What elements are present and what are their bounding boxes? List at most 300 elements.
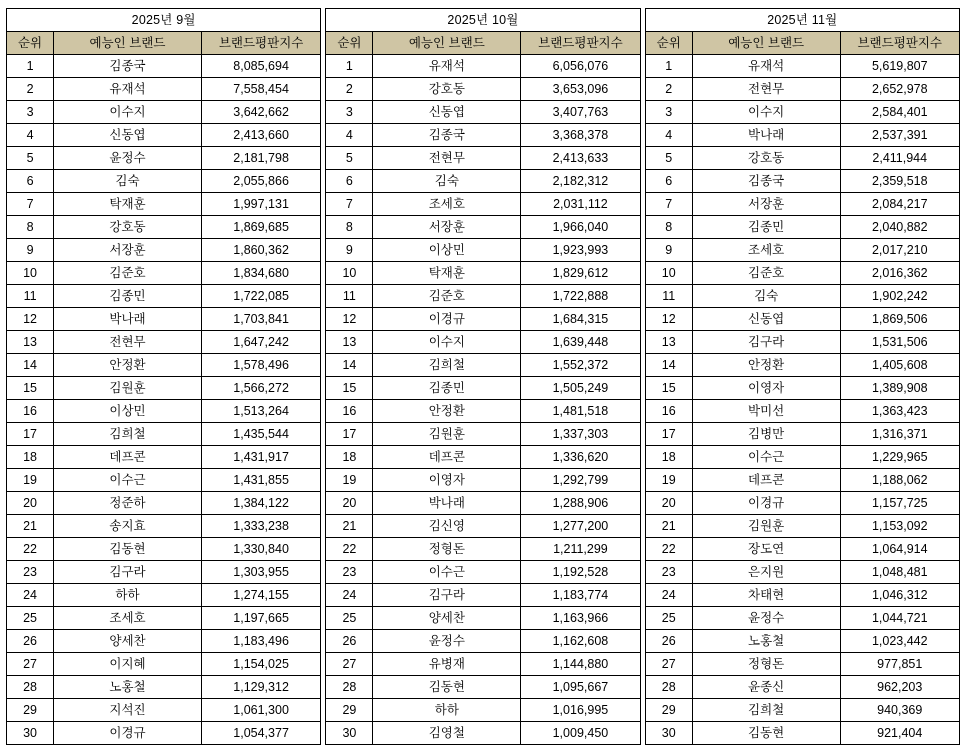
cell-name: 하하 bbox=[373, 699, 521, 722]
cell-rank: 24 bbox=[7, 584, 54, 607]
table-row bbox=[7, 400, 321, 423]
cell-name: 유재석 bbox=[692, 55, 840, 78]
cell-rank: 14 bbox=[326, 354, 373, 377]
cell-value: 1,316,371 bbox=[840, 423, 959, 446]
cell-value: 3,368,378 bbox=[521, 124, 640, 147]
cell-rank: 26 bbox=[645, 630, 692, 653]
table-body bbox=[326, 9, 640, 745]
cell-value: 1,703,841 bbox=[201, 308, 320, 331]
cell-rank: 12 bbox=[7, 308, 54, 331]
table-row bbox=[326, 607, 640, 630]
table-row bbox=[326, 446, 640, 469]
cell-name: 김동현 bbox=[54, 538, 202, 561]
cell-rank: 25 bbox=[7, 607, 54, 630]
cell-rank: 8 bbox=[645, 216, 692, 239]
cell-value: 1,384,122 bbox=[201, 492, 320, 515]
table-row bbox=[7, 78, 321, 101]
cell-name: 김신영 bbox=[373, 515, 521, 538]
cell-value: 1,337,303 bbox=[521, 423, 640, 446]
table-row bbox=[645, 492, 959, 515]
cell-value: 1,095,667 bbox=[521, 676, 640, 699]
cell-rank: 18 bbox=[7, 446, 54, 469]
cell-name: 데프콘 bbox=[54, 446, 202, 469]
cell-value: 1,829,612 bbox=[521, 262, 640, 285]
table-header-row bbox=[7, 32, 321, 55]
cell-rank: 5 bbox=[7, 147, 54, 170]
table-row bbox=[326, 124, 640, 147]
table-row bbox=[326, 630, 640, 653]
column-header-value: 브랜드평판지수 bbox=[521, 32, 640, 55]
cell-value: 2,181,798 bbox=[201, 147, 320, 170]
table-row bbox=[645, 515, 959, 538]
cell-value: 1,153,092 bbox=[840, 515, 959, 538]
cell-value: 1,363,423 bbox=[840, 400, 959, 423]
cell-value: 1,902,242 bbox=[840, 285, 959, 308]
cell-rank: 19 bbox=[326, 469, 373, 492]
cell-rank: 27 bbox=[326, 653, 373, 676]
cell-value: 1,389,908 bbox=[840, 377, 959, 400]
table-row bbox=[7, 722, 321, 745]
column-header-rank: 순위 bbox=[7, 32, 54, 55]
cell-value: 1,048,481 bbox=[840, 561, 959, 584]
cell-value: 1,330,840 bbox=[201, 538, 320, 561]
month-title-row bbox=[326, 9, 640, 32]
cell-value: 1,129,312 bbox=[201, 676, 320, 699]
cell-name: 장도연 bbox=[692, 538, 840, 561]
cell-rank: 8 bbox=[326, 216, 373, 239]
table-row bbox=[645, 469, 959, 492]
cell-name: 이경규 bbox=[692, 492, 840, 515]
table-row bbox=[7, 377, 321, 400]
cell-name: 은지원 bbox=[692, 561, 840, 584]
cell-rank: 22 bbox=[7, 538, 54, 561]
table-row bbox=[326, 239, 640, 262]
cell-rank: 27 bbox=[7, 653, 54, 676]
cell-name: 서장훈 bbox=[692, 193, 840, 216]
table-row bbox=[326, 515, 640, 538]
table-row bbox=[326, 653, 640, 676]
cell-rank: 28 bbox=[645, 676, 692, 699]
cell-name: 이영자 bbox=[373, 469, 521, 492]
cell-name: 차태현 bbox=[692, 584, 840, 607]
cell-rank: 13 bbox=[326, 331, 373, 354]
cell-value: 977,851 bbox=[840, 653, 959, 676]
table-row bbox=[7, 469, 321, 492]
table-row bbox=[645, 699, 959, 722]
cell-rank: 22 bbox=[645, 538, 692, 561]
table-row bbox=[645, 55, 959, 78]
table-row bbox=[645, 216, 959, 239]
column-header-value: 브랜드평판지수 bbox=[201, 32, 320, 55]
month-title: 2025년 11월 bbox=[645, 9, 959, 32]
cell-rank: 21 bbox=[326, 515, 373, 538]
cell-name: 유병재 bbox=[373, 653, 521, 676]
cell-value: 1,277,200 bbox=[521, 515, 640, 538]
cell-name: 김종민 bbox=[373, 377, 521, 400]
cell-rank: 17 bbox=[7, 423, 54, 446]
cell-value: 8,085,694 bbox=[201, 55, 320, 78]
cell-name: 전현무 bbox=[692, 78, 840, 101]
cell-value: 2,055,866 bbox=[201, 170, 320, 193]
table-row bbox=[7, 699, 321, 722]
cell-value: 1,192,528 bbox=[521, 561, 640, 584]
table-row bbox=[7, 147, 321, 170]
cell-rank: 11 bbox=[7, 285, 54, 308]
table-row bbox=[645, 561, 959, 584]
table-row bbox=[7, 55, 321, 78]
cell-name: 윤정수 bbox=[54, 147, 202, 170]
cell-rank: 30 bbox=[7, 722, 54, 745]
cell-rank: 20 bbox=[326, 492, 373, 515]
cell-value: 1,923,993 bbox=[521, 239, 640, 262]
table-row bbox=[645, 538, 959, 561]
cell-rank: 19 bbox=[7, 469, 54, 492]
cell-value: 1,684,315 bbox=[521, 308, 640, 331]
table-row bbox=[326, 101, 640, 124]
table-row bbox=[645, 308, 959, 331]
cell-value: 1,722,085 bbox=[201, 285, 320, 308]
table-row bbox=[645, 446, 959, 469]
cell-rank: 21 bbox=[645, 515, 692, 538]
cell-rank: 24 bbox=[645, 584, 692, 607]
cell-name: 김구라 bbox=[373, 584, 521, 607]
cell-rank: 2 bbox=[645, 78, 692, 101]
table-row bbox=[7, 193, 321, 216]
cell-name: 이경규 bbox=[373, 308, 521, 331]
cell-rank: 10 bbox=[645, 262, 692, 285]
table-row bbox=[326, 561, 640, 584]
cell-name: 조세호 bbox=[692, 239, 840, 262]
cell-rank: 30 bbox=[645, 722, 692, 745]
cell-rank: 7 bbox=[645, 193, 692, 216]
cell-value: 962,203 bbox=[840, 676, 959, 699]
cell-value: 1,229,965 bbox=[840, 446, 959, 469]
table-row bbox=[7, 538, 321, 561]
cell-name: 김원훈 bbox=[692, 515, 840, 538]
table-row bbox=[645, 676, 959, 699]
month-title: 2025년 10월 bbox=[326, 9, 640, 32]
table-row bbox=[326, 377, 640, 400]
cell-rank: 17 bbox=[645, 423, 692, 446]
cell-name: 안정환 bbox=[54, 354, 202, 377]
cell-rank: 4 bbox=[7, 124, 54, 147]
cell-value: 1,183,774 bbox=[521, 584, 640, 607]
cell-name: 조세호 bbox=[54, 607, 202, 630]
cell-name: 박나래 bbox=[692, 124, 840, 147]
table-row bbox=[645, 377, 959, 400]
cell-name: 서장훈 bbox=[54, 239, 202, 262]
month-panel-october bbox=[325, 8, 640, 740]
cell-rank: 20 bbox=[645, 492, 692, 515]
cell-value: 3,642,662 bbox=[201, 101, 320, 124]
cell-rank: 6 bbox=[326, 170, 373, 193]
table-row bbox=[7, 446, 321, 469]
cell-rank: 10 bbox=[326, 262, 373, 285]
table-row bbox=[645, 584, 959, 607]
cell-value: 2,182,312 bbox=[521, 170, 640, 193]
table-row bbox=[645, 630, 959, 653]
cell-value: 1,722,888 bbox=[521, 285, 640, 308]
cell-value: 1,513,264 bbox=[201, 400, 320, 423]
cell-name: 김동현 bbox=[692, 722, 840, 745]
table-row bbox=[7, 630, 321, 653]
cell-value: 2,411,944 bbox=[840, 147, 959, 170]
table-row bbox=[326, 492, 640, 515]
cell-name: 윤정수 bbox=[692, 607, 840, 630]
cell-name: 윤종신 bbox=[692, 676, 840, 699]
table-header-row bbox=[326, 32, 640, 55]
cell-name: 정준하 bbox=[54, 492, 202, 515]
cell-name: 김병만 bbox=[692, 423, 840, 446]
table-row bbox=[645, 124, 959, 147]
cell-name: 김준호 bbox=[373, 285, 521, 308]
cell-value: 1,016,995 bbox=[521, 699, 640, 722]
cell-value: 1,144,880 bbox=[521, 653, 640, 676]
cell-name: 송지효 bbox=[54, 515, 202, 538]
cell-rank: 20 bbox=[7, 492, 54, 515]
cell-name: 신동엽 bbox=[373, 101, 521, 124]
cell-name: 정형돈 bbox=[692, 653, 840, 676]
table-row bbox=[645, 262, 959, 285]
cell-value: 1,023,442 bbox=[840, 630, 959, 653]
cell-rank: 3 bbox=[326, 101, 373, 124]
cell-value: 1,481,518 bbox=[521, 400, 640, 423]
cell-rank: 12 bbox=[326, 308, 373, 331]
cell-value: 2,016,362 bbox=[840, 262, 959, 285]
cell-value: 1,292,799 bbox=[521, 469, 640, 492]
cell-name: 김희철 bbox=[373, 354, 521, 377]
cell-name: 신동엽 bbox=[692, 308, 840, 331]
cell-value: 5,619,807 bbox=[840, 55, 959, 78]
cell-value: 2,031,112 bbox=[521, 193, 640, 216]
cell-name: 이영자 bbox=[692, 377, 840, 400]
cell-name: 김희철 bbox=[692, 699, 840, 722]
cell-name: 탁재훈 bbox=[373, 262, 521, 285]
table-row bbox=[645, 400, 959, 423]
table-row bbox=[326, 469, 640, 492]
cell-rank: 14 bbox=[7, 354, 54, 377]
table-row bbox=[645, 423, 959, 446]
cell-rank: 27 bbox=[645, 653, 692, 676]
cell-name: 조세호 bbox=[373, 193, 521, 216]
cell-name: 김종국 bbox=[54, 55, 202, 78]
cell-value: 1,163,966 bbox=[521, 607, 640, 630]
cell-value: 1,869,506 bbox=[840, 308, 959, 331]
table-row bbox=[7, 423, 321, 446]
month-panel-september bbox=[6, 8, 321, 740]
cell-rank: 6 bbox=[7, 170, 54, 193]
cell-rank: 15 bbox=[7, 377, 54, 400]
table-row bbox=[7, 124, 321, 147]
cell-name: 강호동 bbox=[373, 78, 521, 101]
cell-rank: 19 bbox=[645, 469, 692, 492]
cell-rank: 12 bbox=[645, 308, 692, 331]
cell-value: 2,040,882 bbox=[840, 216, 959, 239]
table-row bbox=[326, 308, 640, 331]
cell-value: 921,404 bbox=[840, 722, 959, 745]
table-row bbox=[7, 308, 321, 331]
table-row bbox=[645, 101, 959, 124]
cell-rank: 16 bbox=[7, 400, 54, 423]
cell-name: 강호동 bbox=[692, 147, 840, 170]
cell-name: 전현무 bbox=[54, 331, 202, 354]
cell-name: 탁재훈 bbox=[54, 193, 202, 216]
cell-rank: 24 bbox=[326, 584, 373, 607]
table-row bbox=[326, 331, 640, 354]
cell-value: 1,431,917 bbox=[201, 446, 320, 469]
table-row bbox=[326, 400, 640, 423]
cell-value: 1,505,249 bbox=[521, 377, 640, 400]
table-row bbox=[326, 55, 640, 78]
table-row bbox=[7, 561, 321, 584]
cell-rank: 21 bbox=[7, 515, 54, 538]
table-row bbox=[645, 193, 959, 216]
cell-value: 1,183,496 bbox=[201, 630, 320, 653]
table-row bbox=[326, 193, 640, 216]
cell-value: 1,303,955 bbox=[201, 561, 320, 584]
cell-rank: 8 bbox=[7, 216, 54, 239]
cell-rank: 28 bbox=[7, 676, 54, 699]
cell-rank: 5 bbox=[645, 147, 692, 170]
cell-value: 2,413,633 bbox=[521, 147, 640, 170]
cell-value: 1,061,300 bbox=[201, 699, 320, 722]
cell-rank: 28 bbox=[326, 676, 373, 699]
table-row bbox=[645, 331, 959, 354]
ranking-table-november bbox=[645, 8, 960, 745]
cell-rank: 1 bbox=[326, 55, 373, 78]
cell-rank: 29 bbox=[326, 699, 373, 722]
table-row bbox=[645, 354, 959, 377]
cell-name: 김숙 bbox=[54, 170, 202, 193]
cell-value: 2,017,210 bbox=[840, 239, 959, 262]
cell-value: 1,046,312 bbox=[840, 584, 959, 607]
column-header-value: 브랜드평판지수 bbox=[840, 32, 959, 55]
cell-name: 이상민 bbox=[373, 239, 521, 262]
cell-name: 김영철 bbox=[373, 722, 521, 745]
cell-name: 양세찬 bbox=[54, 630, 202, 653]
table-row bbox=[645, 147, 959, 170]
cell-name: 안정환 bbox=[373, 400, 521, 423]
cell-value: 1,188,062 bbox=[840, 469, 959, 492]
cell-rank: 18 bbox=[645, 446, 692, 469]
cell-rank: 29 bbox=[645, 699, 692, 722]
cell-name: 강호동 bbox=[54, 216, 202, 239]
cell-name: 이경규 bbox=[54, 722, 202, 745]
cell-value: 2,084,217 bbox=[840, 193, 959, 216]
cell-name: 하하 bbox=[54, 584, 202, 607]
cell-value: 2,413,660 bbox=[201, 124, 320, 147]
cell-rank: 29 bbox=[7, 699, 54, 722]
cell-name: 박나래 bbox=[373, 492, 521, 515]
cell-rank: 25 bbox=[645, 607, 692, 630]
cell-value: 1,009,450 bbox=[521, 722, 640, 745]
cell-name: 이수근 bbox=[54, 469, 202, 492]
month-panel-november bbox=[645, 8, 960, 740]
table-row bbox=[645, 722, 959, 745]
cell-value: 1,578,496 bbox=[201, 354, 320, 377]
cell-rank: 23 bbox=[645, 561, 692, 584]
cell-value: 1,274,155 bbox=[201, 584, 320, 607]
table-header-row bbox=[645, 32, 959, 55]
cell-name: 김종민 bbox=[692, 216, 840, 239]
cell-value: 1,997,131 bbox=[201, 193, 320, 216]
table-row bbox=[7, 239, 321, 262]
cell-rank: 7 bbox=[326, 193, 373, 216]
cell-rank: 4 bbox=[645, 124, 692, 147]
cell-value: 3,653,096 bbox=[521, 78, 640, 101]
table-body bbox=[645, 9, 959, 745]
cell-value: 1,288,906 bbox=[521, 492, 640, 515]
month-title-row bbox=[7, 9, 321, 32]
table-row bbox=[7, 653, 321, 676]
table-row bbox=[645, 653, 959, 676]
cell-value: 1,552,372 bbox=[521, 354, 640, 377]
cell-name: 윤정수 bbox=[373, 630, 521, 653]
cell-rank: 23 bbox=[7, 561, 54, 584]
table-row bbox=[7, 170, 321, 193]
cell-rank: 14 bbox=[645, 354, 692, 377]
cell-name: 노홍철 bbox=[54, 676, 202, 699]
cell-name: 전현무 bbox=[373, 147, 521, 170]
cell-rank: 30 bbox=[326, 722, 373, 745]
cell-rank: 13 bbox=[7, 331, 54, 354]
cell-name: 지석진 bbox=[54, 699, 202, 722]
cell-name: 이수근 bbox=[692, 446, 840, 469]
cell-rank: 18 bbox=[326, 446, 373, 469]
cell-value: 1,431,855 bbox=[201, 469, 320, 492]
cell-name: 양세찬 bbox=[373, 607, 521, 630]
cell-value: 1,064,914 bbox=[840, 538, 959, 561]
cell-name: 김숙 bbox=[373, 170, 521, 193]
cell-rank: 2 bbox=[326, 78, 373, 101]
table-row bbox=[326, 147, 640, 170]
cell-name: 이상민 bbox=[54, 400, 202, 423]
column-header-rank: 순위 bbox=[326, 32, 373, 55]
table-row bbox=[645, 239, 959, 262]
table-row bbox=[326, 354, 640, 377]
cell-value: 1,044,721 bbox=[840, 607, 959, 630]
cell-value: 2,584,401 bbox=[840, 101, 959, 124]
column-header-name: 예능인 브랜드 bbox=[54, 32, 202, 55]
month-title-row bbox=[645, 9, 959, 32]
cell-name: 김숙 bbox=[692, 285, 840, 308]
table-row bbox=[7, 331, 321, 354]
cell-value: 1,966,040 bbox=[521, 216, 640, 239]
cell-name: 김원훈 bbox=[373, 423, 521, 446]
cell-value: 940,369 bbox=[840, 699, 959, 722]
cell-value: 1,435,544 bbox=[201, 423, 320, 446]
cell-rank: 11 bbox=[645, 285, 692, 308]
cell-value: 2,537,391 bbox=[840, 124, 959, 147]
cell-name: 김동현 bbox=[373, 676, 521, 699]
cell-name: 데프콘 bbox=[373, 446, 521, 469]
cell-rank: 13 bbox=[645, 331, 692, 354]
cell-name: 신동엽 bbox=[54, 124, 202, 147]
cell-value: 1,639,448 bbox=[521, 331, 640, 354]
cell-name: 김구라 bbox=[54, 561, 202, 584]
cell-rank: 17 bbox=[326, 423, 373, 446]
cell-rank: 15 bbox=[645, 377, 692, 400]
cell-value: 3,407,763 bbox=[521, 101, 640, 124]
cell-name: 김구라 bbox=[692, 331, 840, 354]
cell-name: 이수지 bbox=[692, 101, 840, 124]
cell-rank: 6 bbox=[645, 170, 692, 193]
cell-value: 7,558,454 bbox=[201, 78, 320, 101]
table-body bbox=[7, 9, 321, 745]
cell-name: 김준호 bbox=[54, 262, 202, 285]
table-row bbox=[7, 676, 321, 699]
cell-name: 김종국 bbox=[692, 170, 840, 193]
